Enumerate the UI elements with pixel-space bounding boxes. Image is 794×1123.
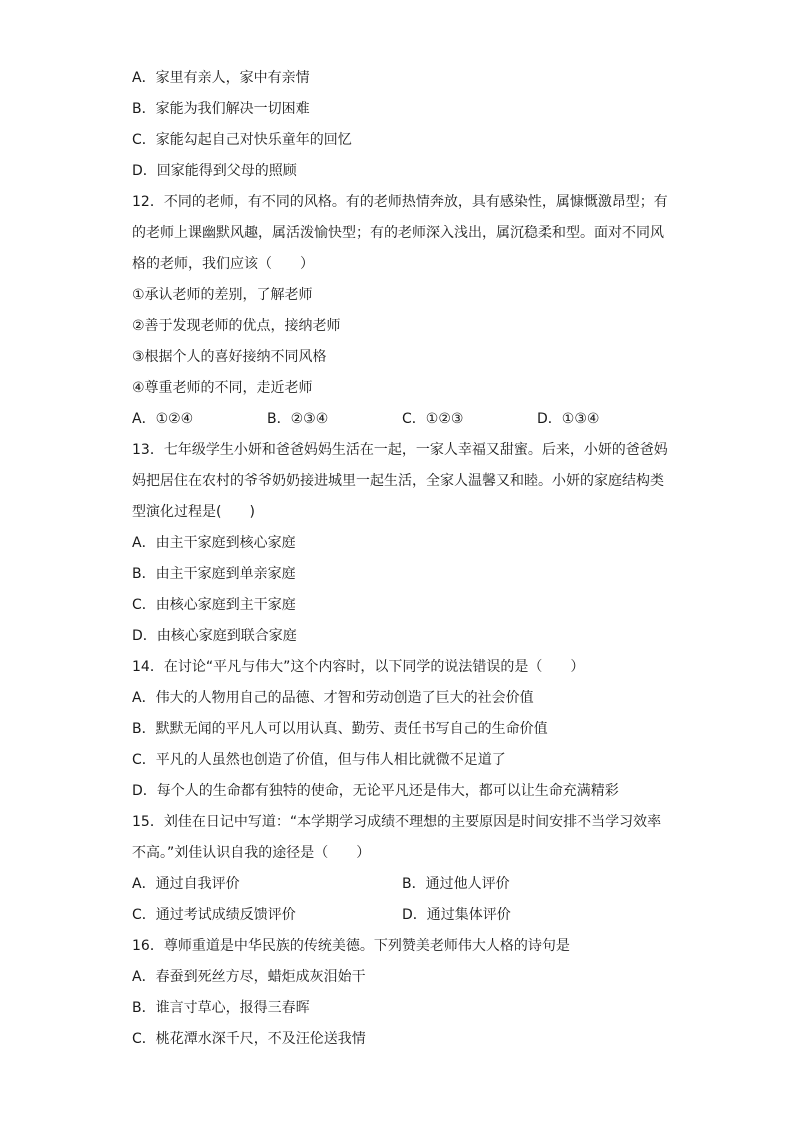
q13-option-d: D．由核心家庭到联合家庭 <box>132 628 297 644</box>
q12-statement-2: ②善于发现老师的优点，接纳老师 <box>132 318 341 334</box>
q13-option-b: B．由主干家庭到单亲家庭 <box>132 566 296 582</box>
q15-option-b: B．通过他人评价 <box>402 876 510 892</box>
q12-option-c: C．①②③ <box>402 411 464 427</box>
q12-option-b: B．②③④ <box>267 411 329 427</box>
q15-option-d: D．通过集体评价 <box>402 907 511 923</box>
q14-option-c: C．平凡的人虽然也创造了价值，但与伟人相比就微不足道了 <box>132 752 506 768</box>
q13-stem-line-3: 型演化过程是( ) <box>132 504 255 520</box>
q16-stem-line-1: 16．尊师重道是中华民族的传统美德。下列赞美老师伟大人格的诗句是 <box>132 938 570 954</box>
q12-option-a: A．①②④ <box>132 411 194 427</box>
q11-option-c: C．家能勾起自己对快乐童年的回忆 <box>132 132 352 148</box>
q11-option-b: B．家能为我们解决一切困难 <box>132 101 310 117</box>
q12-stem-line-2: 的老师上课幽默风趣，属活泼愉快型；有的老师深入浅出，属沉稳柔和型。面对不同风 <box>132 225 664 241</box>
q14-option-a: A．伟大的人物用自己的品德、才智和劳动创造了巨大的社会价值 <box>132 690 534 706</box>
q15-stem-line-2: 不高。”刘佳认识自我的途径是（ ） <box>132 845 371 861</box>
q14-option-d: D．每个人的生命都有独特的使命，无论平凡还是伟大，都可以让生命充满精彩 <box>132 783 619 799</box>
q11-option-a: A．家里有亲人，家中有亲情 <box>132 70 310 86</box>
q11-option-d: D．回家能得到父母的照顾 <box>132 163 297 179</box>
q12-statement-3: ③根据个人的喜好接纳不同风格 <box>132 349 327 365</box>
q13-option-c: C．由核心家庭到主干家庭 <box>132 597 296 613</box>
q12-stem-line-1: 12．不同的老师，有不同的风格。有的老师热情奔放，具有感染性，属慷慨激昂型；有 <box>132 194 668 210</box>
q13-stem-line-1: 13．七年级学生小妍和爸爸妈妈生活在一起，一家人幸福又甜蜜。后来，小妍的爸爸妈 <box>132 442 668 458</box>
q14-option-b: B．默默无闻的平凡人可以用认真、勤劳、责任书写自己的生命价值 <box>132 721 548 737</box>
q15-stem-line-1: 15．刘佳在日记中写道：“本学期学习成绩不理想的主要原因是时间安排不当学习效率 <box>132 814 662 830</box>
q13-option-a: A．由主干家庭到核心家庭 <box>132 535 296 551</box>
q12-statement-4: ④尊重老师的不同，走近老师 <box>132 380 313 396</box>
q16-option-c: C．桃花潭水深千尺，不及汪伦送我情 <box>132 1031 366 1047</box>
q12-stem-line-3: 格的老师，我们应该（ ） <box>132 256 314 272</box>
q12-option-d: D．①③④ <box>537 411 600 427</box>
q15-options-row-2 <box>132 900 672 931</box>
q14-stem-line-1: 14．在讨论“平凡与伟大”这个内容时，以下同学的说法错误的是（ ） <box>132 659 585 675</box>
q16-option-a: A．春蚕到死丝方尽，蜡炬成灰泪始干 <box>132 969 366 985</box>
q16-option-b: B．谁言寸草心，报得三春晖 <box>132 1000 310 1016</box>
q12-options-row <box>132 404 672 435</box>
q13-stem-line-2: 妈把居住在农村的爷爷奶奶接进城里一起生活，全家人温馨又和睦。小妍的家庭结构类 <box>132 473 664 489</box>
q15-option-c: C．通过考试成绩反馈评价 <box>132 907 296 923</box>
q15-options-row-1 <box>132 869 672 900</box>
q15-option-a: A．通过自我评价 <box>132 876 240 892</box>
q12-statement-1: ①承认老师的差别，了解老师 <box>132 287 313 303</box>
question-content <box>132 63 672 1055</box>
